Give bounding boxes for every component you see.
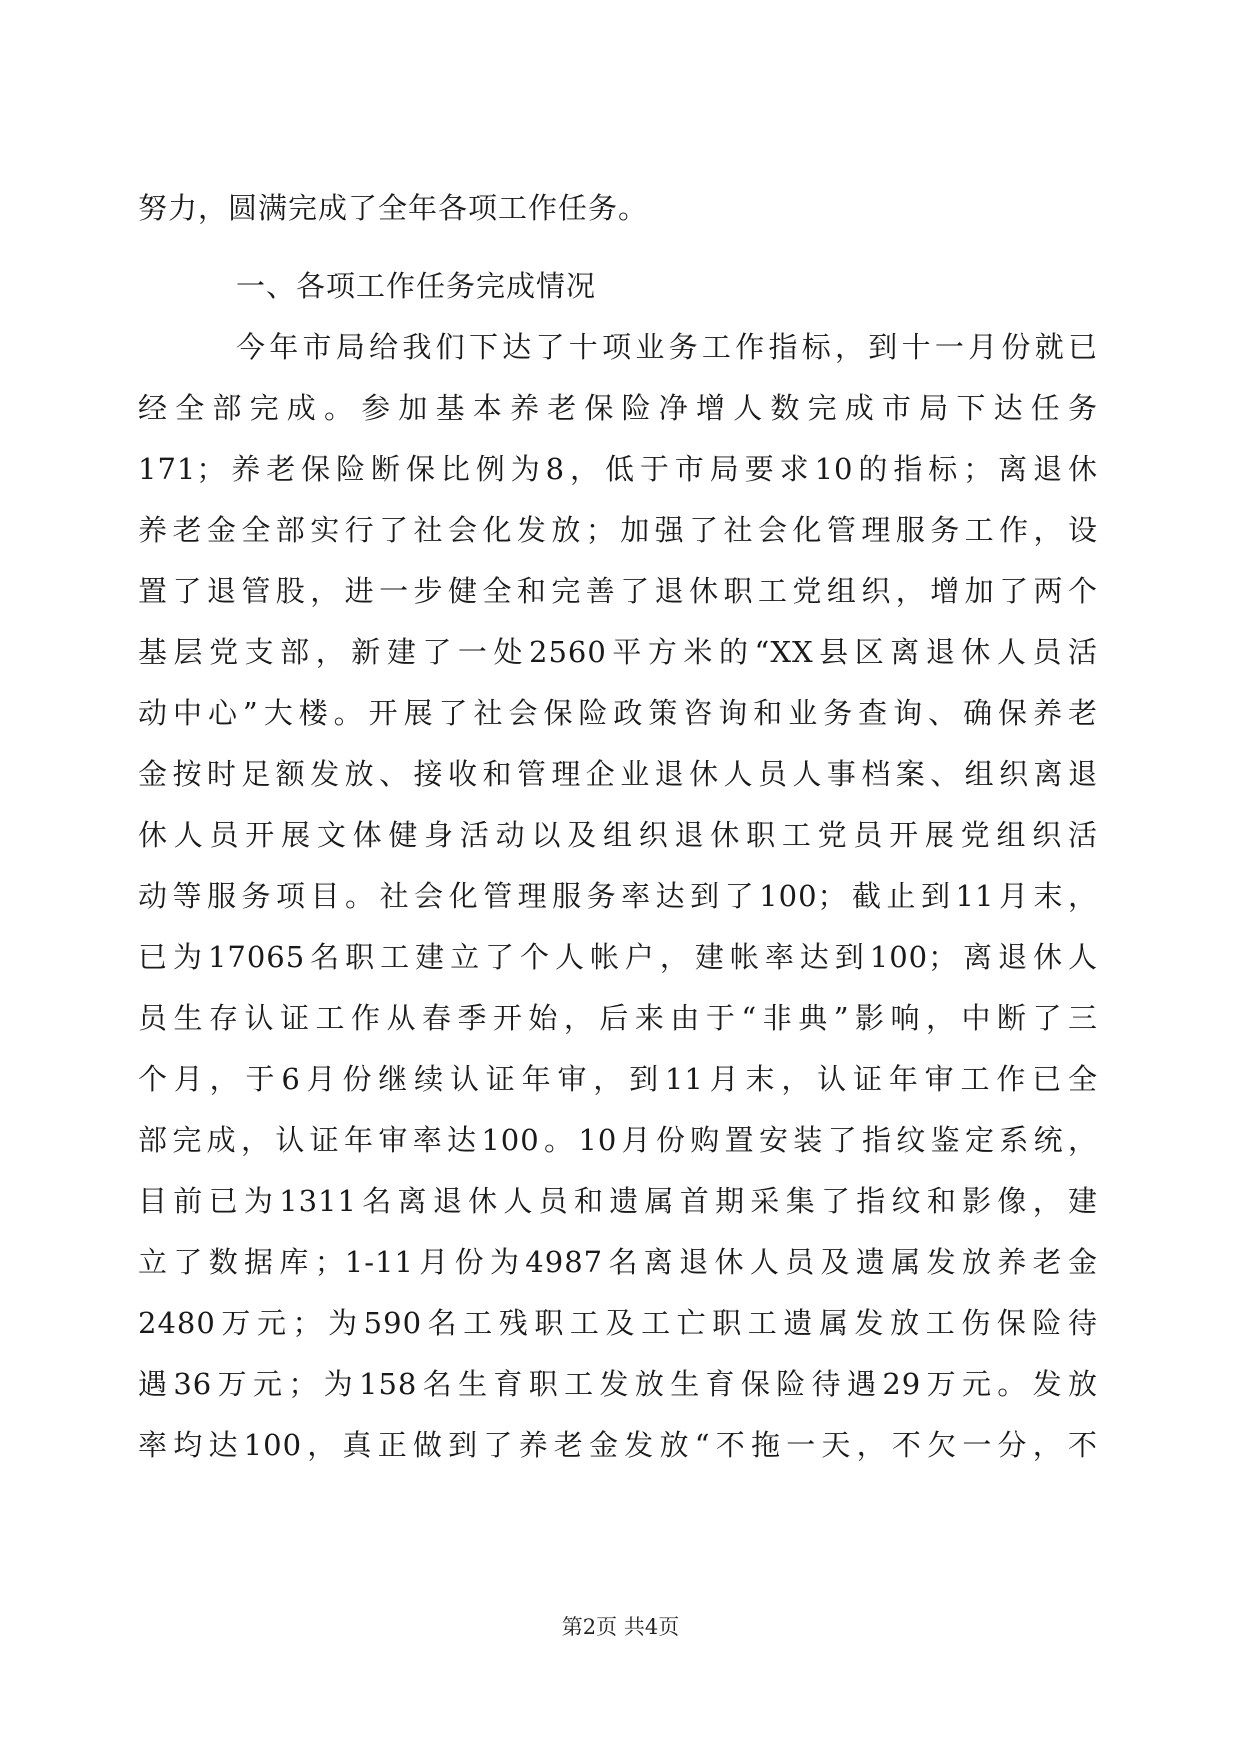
body-line-17: 目前已为1311名离退休人员和遗属首期采集了指纹和影像，建 — [138, 1184, 1098, 1218]
body-line-10: 金按时足额发放、接收和管理企业退休人员人事档案、组织离退 — [138, 757, 1098, 791]
body-line-6: 养老金全部实行了社会化发放；加强了社会化管理服务工作，设 — [138, 513, 1098, 547]
body-line-1: 努力，圆满完成了全年各项工作任务。 — [138, 191, 649, 225]
body-line-7: 置了退管股，进一步健全和完善了退休职工党组织，增加了两个 — [138, 574, 1098, 608]
body-line-3: 今年市局给我们下达了十项业务工作指标，到十一月份就已 — [236, 330, 1098, 364]
body-line-16: 部完成，认证年审率达100。10月份购置安装了指纹鉴定系统， — [138, 1123, 1098, 1157]
body-line-8: 基层党支部，新建了一处2560平方米的“XX县区离退休人员活 — [138, 635, 1098, 669]
body-line-21: 率均达100，真正做到了养老金发放“不拖一天，不欠一分，不 — [138, 1428, 1098, 1462]
body-line-5: 171；养老保险断保比例为8，低于市局要求10的指标；离退休 — [138, 452, 1098, 486]
body-line-13: 已为17065名职工建立了个人帐户，建帐率达到100；离退休人 — [138, 940, 1098, 974]
body-line-19: 2480万元；为590名工残职工及工亡职工遗属发放工伤保险待 — [138, 1306, 1098, 1340]
body-line-20: 遇36万元；为158名生育职工发放生育保险待遇29万元。发放 — [138, 1367, 1098, 1401]
body-line-18: 立了数据库；1-11月份为4987名离退休人员及遗属发放养老金 — [138, 1245, 1098, 1279]
body-line-15: 个月，于6月份继续认证年审，到11月末，认证年审工作已全 — [138, 1062, 1098, 1096]
body-line-4: 经全部完成。参加基本养老保险净增人数完成市局下达任务 — [138, 391, 1098, 425]
body-line-9: 动中心”大楼。开展了社会保险政策咨询和业务查询、确保养老 — [138, 696, 1098, 730]
body-line-12: 动等服务项目。社会化管理服务率达到了100；截止到11月末， — [138, 879, 1098, 913]
body-line-14: 员生存认证工作从春季开始，后来由于“非典”影响，中断了三 — [138, 1001, 1098, 1035]
body-line-11: 休人员开展文体健身活动以及组织退休职工党员开展党组织活 — [138, 818, 1098, 852]
section-heading: 一、各项工作任务完成情况 — [236, 269, 597, 303]
page-footer: 第2页 共4页 — [561, 1615, 680, 1639]
